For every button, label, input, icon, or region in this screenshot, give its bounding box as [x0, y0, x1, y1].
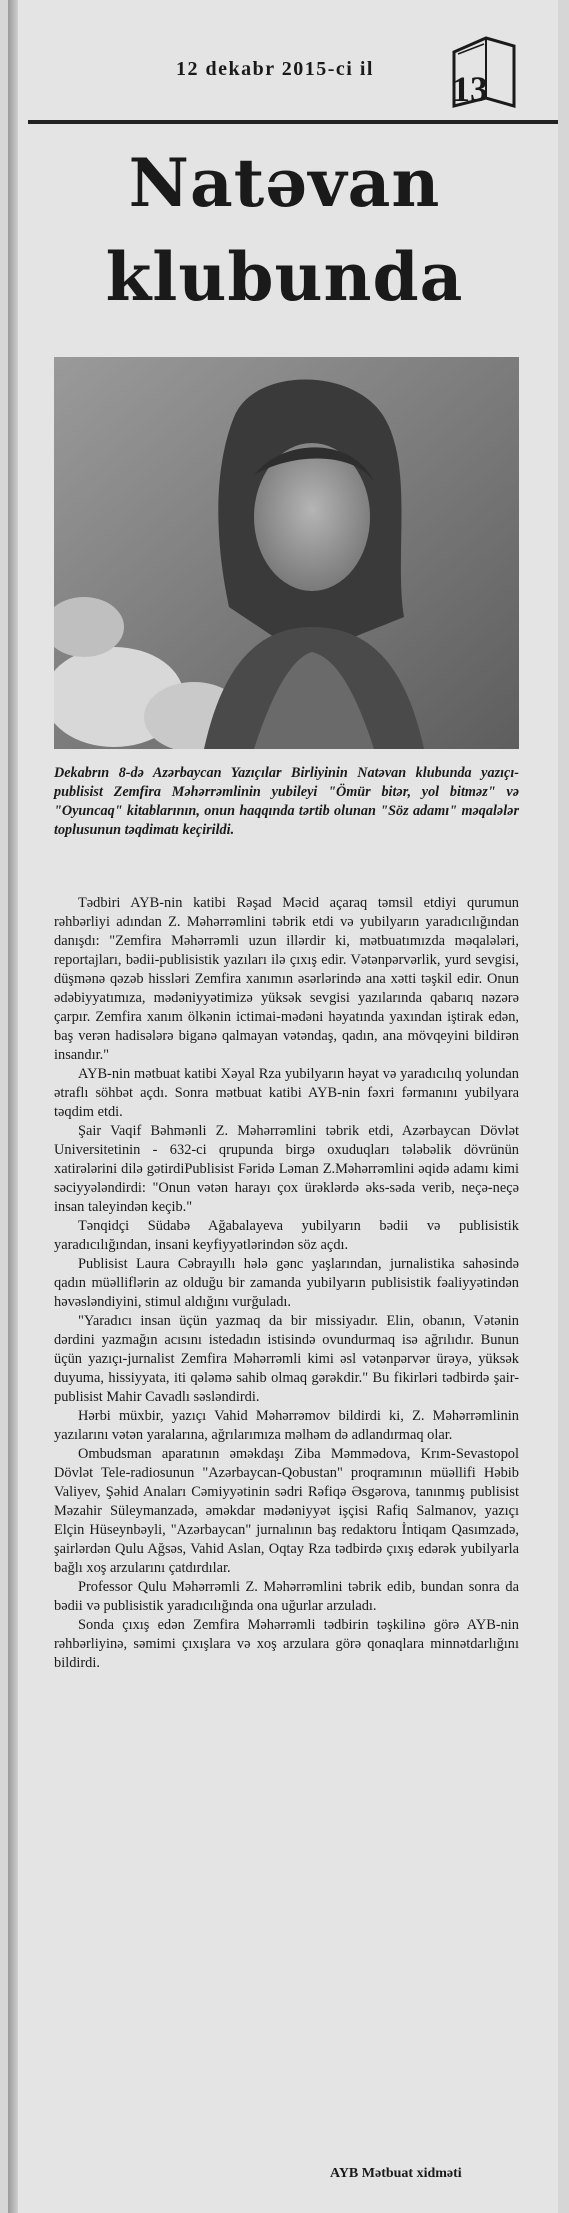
body-paragraph: Tədbiri AYB-nin katibi Rəşad Məcid açaraq təmsil etdiyi qurumun rəhbərliyi adından Z. Məhərrəmlini təbrik etdi və yubilyarın yaradıcılığından danışdı: "Zemfira Məhərrəmli uzun illərdir ki, mətbuatımızda məqalələri, reportajları, bədii-publisistik yazıları ilə çıxış edir. Vətənpərvərlik, yurd sevgisi, düşmənə qəzəb hissləri Zemfira xanımın əsərlərində ana xətti təşkil edir. Onun ədəbiyyatımıza, mədəniyyətimizə yüksək sevgisi yazılarında qabarıq nəzərə çarpır. Zemfira xanım ölkənin ictimai-mədəni həyatında yaxından iştirak edən, baş verən hadisələrə biganə qalmayan vətəndaş, qadın, ana mövqeyini bildirən insandır." [54, 895, 519, 1063]
body-paragraph: AYB-nin mətbuat katibi Xəyal Rza yubilyarın həyat və yaradıcılıq yolundan ətraflı söhbət açdı. Sonra mətbuat katibi AYB-nin fəxri fərmanını yubilyara təqdim etdi. [54, 1066, 519, 1120]
portrait-image [54, 357, 519, 749]
article-intro: Dekabrın 8-də Azərbaycan Yazıçılar Birliyinin Natəvan klubunda yazıçı-publisist Zemfira Məhərrəmlinin yubileyi "Ömür bitər, yol bitməz" və "Oyuncaq" kitablarının, onun haqqında tərtib olunan "Söz adamı" məqalələr toplusunun təqdimatı keçirildi. [54, 765, 519, 838]
body-paragraph: Hərbi müxbir, yazıçı Vahid Məhərrəmov bildirdi ki, Z. Məhərrəmlinin yazılarını vətən yaralarına, ağrılarımıza məlhəm də adlandırmaq olar. [54, 1408, 519, 1443]
page-edge-shadow [8, 0, 18, 2213]
page-number-box [448, 32, 518, 110]
body-paragraph: Professor Qulu Məhərrəmli Z. Məhərrəmlini təbrik edib, bundan sonra da bədii və publisistik yaradıcılığında ona uğurlar arzuladı. [54, 1579, 519, 1614]
article-body [54, 894, 519, 1673]
article-title-line1: Natəvan [128, 144, 441, 222]
newspaper-page [8, 0, 558, 2213]
body-paragraph: Sonda çıxış edən Zemfira Məhərrəmli tədbirin təşkilinə görə AYB-nin rəhbərliyinə, səmimi çıxışlara və xoş arzulara görə qonaqlara minnətdarlığını bildirdi. [54, 1617, 519, 1671]
article-signature: AYB Mətbuat xidməti [330, 2166, 462, 2181]
body-paragraph: Şair Vaqif Bəhmənli Z. Məhərrəmlini təbrik etdi, Azərbaycan Dövlət Universitetinin - 632-ci qrupunda birgə oxuduqları tələbəlik dövrünün xatirələrini dilə gətirdiPublisist Fəridə Ləman Z.Məhərrəmlini əqidə adamı kimi səciyyələndirdi: "Onun vətən harayı çox ürəklərdə əks-səda verib, neçə-neçə insan taleyindən keçib." [54, 1123, 519, 1215]
body-paragraph: Ombudsman aparatının əməkdaşı Ziba Məmmədova, Krım-Sevastopol Dövlət Tele-radiosunun "Azərbaycan-Qobustan" proqramının müəllifi Həbib Valiyev, Şəhid Anaları Cəmiyyətinin sədri Rəfiqə Əsgərova, tanınmış publisist Məzahir Süleymanzadə, əməkdar mədəniyyət işçisi Rafiq Salmanov, yazıçı Elçin Hüseynbəyli, "Azərbaycan" jurnalının baş redaktoru İntiqam Qasımzadə, şairlərdən Qulu Ağsəs, Vahid Aslan, Oqtay Rza tədbirdə çıxış edərək yubilyarla bağlı xoş arzularını çatdırdılar. [54, 1446, 519, 1576]
page-number: 13 [452, 69, 488, 109]
header-rule [28, 120, 558, 124]
portrait-photo [54, 357, 519, 749]
article-title-line2: klubunda [105, 238, 464, 316]
page-header [28, 30, 548, 122]
body-paragraph: Publisist Laura Cəbrayıllı hələ gənc yaşlarından, jurnalistika sahəsində qadın müəlliflərin az olduğu bir zamanda yubilyarın publisistik fəaliyyətindən həvəsləndiyini, stimul aldığını vurğuladı. [54, 1256, 519, 1310]
body-paragraph: "Yaradıcı insan üçün yazmaq da bir missiyadır. Elin, obanın, Vətənin dərdini yazmağın acısını istedadın istisində ovundurmaq isə ağrılıdır. Bunun üçün yazıçı-jurnalist Zemfira Məhərrəmli kimi əsl vətənpərvər ürəyə, yüksək duyuma, hissiyyata, iti qələmə sahib olmaq gərəkdir." Bu fikirləri tədbirdə şair-publisist Mahir Cavadlı səsləndirdi. [54, 1313, 519, 1405]
body-paragraph: Tənqidçi Südabə Ağabalayeva yubilyarın bədii və publisistik yaradıcılığından, insani keyfiyyətlərindən söz açdı. [54, 1218, 519, 1253]
issue-date: 12 dekabr 2015-ci il [176, 58, 374, 80]
